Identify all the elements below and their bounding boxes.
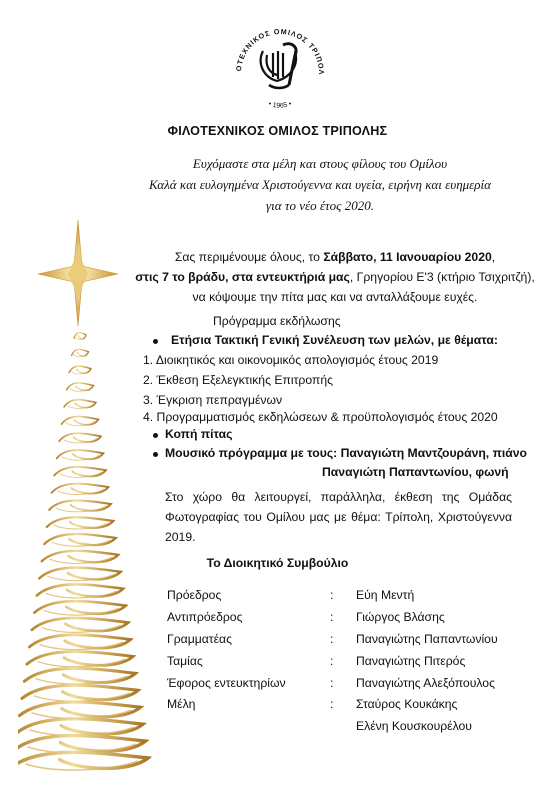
board-role: Γραμματέας [167,632,232,646]
board-member-name: Γιώργος Βλάσης [356,610,445,624]
program-general-assembly: Ετήσια Τακτική Γενική Συνέλευση των μελών, με θέματα: [171,333,498,347]
board-member-name: Παναγιώτης Παπαντωνίου [356,632,498,646]
greeting [120,153,520,216]
program-cake: Κοπή πίτας [165,427,233,441]
board-separator: : [330,632,334,646]
greeting-line-3: για το νέο έτος 2020. [266,198,374,213]
invitation-line-2: στις 7 το βράδυ, στα εντευκτήριά μας, Γρηγορίου Ε'3 (κτήριο Τσιχριτζή), [135,270,535,284]
svg-text:• 1965 • [267,100,293,109]
event-date: Σάββατο, 11 Ιανουαρίου 2020 [323,250,492,264]
program-topic: 4. Προγραμματισμός εκδηλώσεων & προϋπολογισμός έτους 2020 [143,410,498,424]
lyre-icon [261,44,296,88]
invitation-line-3: να κόψουμε την πίτα μας και να ανταλλάξουμε ευχές. [192,290,478,304]
board-role: Μέλη [167,697,196,711]
org-title: ΦΙΛΟΤΕΧΝΙΚΟΣ ΟΜΙΛΟΣ ΤΡΙΠΟΛΗΣ [167,124,388,138]
exhibition-text: Στο χώρο θα λειτουργεί, παράλληλα, έκθεση της Ομάδας Φωτογραφίας του Ομίλου μας με θέμα: Τρίπολη, Χριστούγεννα 2019. [165,490,512,544]
program-topic: 3. Έγκριση πεπραγμένων [143,393,283,407]
greeting-line-1: Ευχόμαστε στα μέλη και στους φίλους του Ομίλου [192,156,448,171]
greeting-line-2: Καλά και ευλογημένα Χριστούγεννα και υγεία, ειρήνη και ευημερία [149,177,491,192]
club-logo [227,15,333,121]
board-member-name: Παναγιώτης Αλεξόπουλος [356,676,495,690]
board-separator: : [330,610,334,624]
bullet-icon [153,433,158,438]
board-separator: : [330,676,334,690]
board-member-name: Σταύρος Κουκάκης [356,697,458,711]
bullet-icon [153,339,158,344]
board-title: Το Διοικητικό Συμβούλιο [206,556,349,570]
board-role: Πρόεδρος [167,588,222,602]
board-separator: : [330,588,334,602]
tree-swirl [18,752,148,768]
board-role: Έφορος εντευκτηρίων [167,676,286,690]
board-role: Ταμίας [167,654,203,668]
logo-arc-text: ΟΤΕΧΝΙΚΟΣ ΟΜΙΛΟΣ ΤΡΙΠΟΛ [233,26,327,76]
board-role: Αντιπρόεδρος [167,610,243,624]
star-icon [38,220,118,326]
board-separator: : [330,697,334,711]
board-member-name: Εύη Μεντή [356,588,415,602]
board-member-name: Ελένη Κουσκουρέλου [356,719,472,733]
program-topic: 1. Διοικητικός και οικονομικός απολογισμός έτους 2019 [143,353,439,367]
invitation [130,247,540,307]
event-time-place: στις 7 το βράδυ, στα εντευκτήριά μας [135,270,350,284]
board-separator: : [330,654,334,668]
bullet-icon [153,452,158,457]
svg-text:ΦΙΛΟΤΕΧΝΙΚΟΣ ΟΜΙΛΟΣ ΤΡΙΠΟΛΗΣ [227,15,326,76]
board-member-name: Παναγιώτης Πιτερός [356,654,466,668]
program-topic: 2. Έκθεση Εξελεγκτικής Επιτροπής [143,373,333,387]
logo-year-text: • 1965 • [267,100,293,110]
invitation-line-1: Σας περιμένουμε όλους, το Σάββατο, 11 Ιανουαρίου 2020, [174,250,496,264]
program-music-line-2: Παναγιώτη Παπαντωνίου, φωνή [322,465,509,479]
program-music-line-1: Μουσικό πρόγραμμα με τους: Παναγιώτη Μαντζουράνη, πιάνο [165,446,527,460]
program-heading: Πρόγραμμα εκδήλωσης [213,314,341,328]
